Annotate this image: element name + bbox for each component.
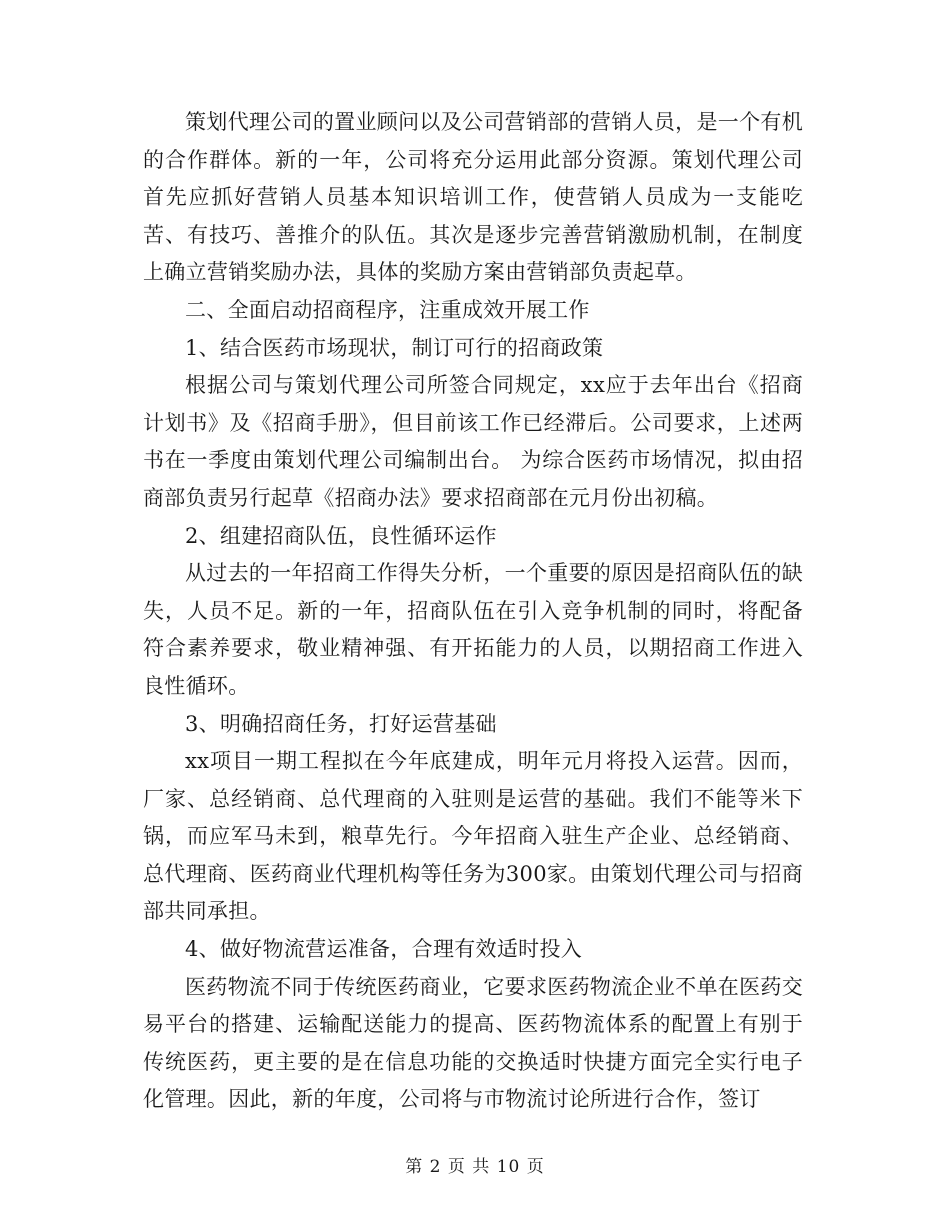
subsection-heading-3: 3、明确招商任务，打好运营基础: [185, 711, 497, 736]
body-paragraph-3: 从过去的一年招商工作得失分析，一个重要的原因是招商队伍的缺失，人员不足。新的一年，招商队伍在引入竞争机制的同时，将配备符合素养要求，敬业精神强、有开拓能力的人员，以期招商工作进入良性循环。: [143, 561, 803, 698]
body-paragraph-1: 策划代理公司的置业顾问以及公司营销部的营销人员，是一个有机的合作群体。新的一年，公司将充分运用此部分资源。策划代理公司首先应抓好营销人员基本知识培训工作，使营销人员成为一支能吃苦、有技巧、善推介的队伍。其次是逐步完善营销激励机制，在制度上确立营销奖励办法，具体的奖励方案由营销部负责起草。: [143, 110, 803, 285]
body-paragraph-4: xx项目一期工程拟在今年底建成，明年元月将投入运营。因而，厂家、总经销商、总代理商的入驻则是运营的基础。我们不能等米下锅，而应军马未到，粮草先行。今年招商入驻生产企业、总经销商、总代理商、医药商业代理机构等任务为300家。由策划代理公司与招商部共同承担。: [143, 749, 803, 924]
subsection-heading-4: 4、做好物流营运准备，合理有效适时投入: [185, 937, 583, 962]
subsection-heading-1: 1、结合医药市场现状，制订可行的招商政策: [185, 335, 604, 360]
body-paragraph-2: 根据公司与策划代理公司所签合同规定，xx应于去年出台《招商计划书》及《招商手册》，但目前该工作已经滞后。公司要求，上述两书在一季度由策划代理公司编制出台。 为综合医药市场情况，拟由招商部负责另行起草《招商办法》要求招商部在元月份出初稿。: [143, 373, 803, 510]
body-paragraph-5: 医药物流不同于传统医药商业，它要求医药物流企业不单在医药交易平台的搭建、运输配送能力的提高、医药物流体系的配置上有别于传统医药，更主要的是在信息功能的交换适时快捷方面完全实行电子化管理。因此，新的年度，公司将与市物流讨论所进行合作，签订: [143, 974, 803, 1112]
document-page: [143, 104, 803, 1119]
section-heading-2: 二、全面启动招商程序，注重成效开展工作: [185, 297, 590, 322]
page-number-footer: 第 2 页 共 10 页: [405, 1157, 545, 1177]
subsection-heading-2: 2、组建招商队伍，良性循环运作: [185, 523, 497, 548]
